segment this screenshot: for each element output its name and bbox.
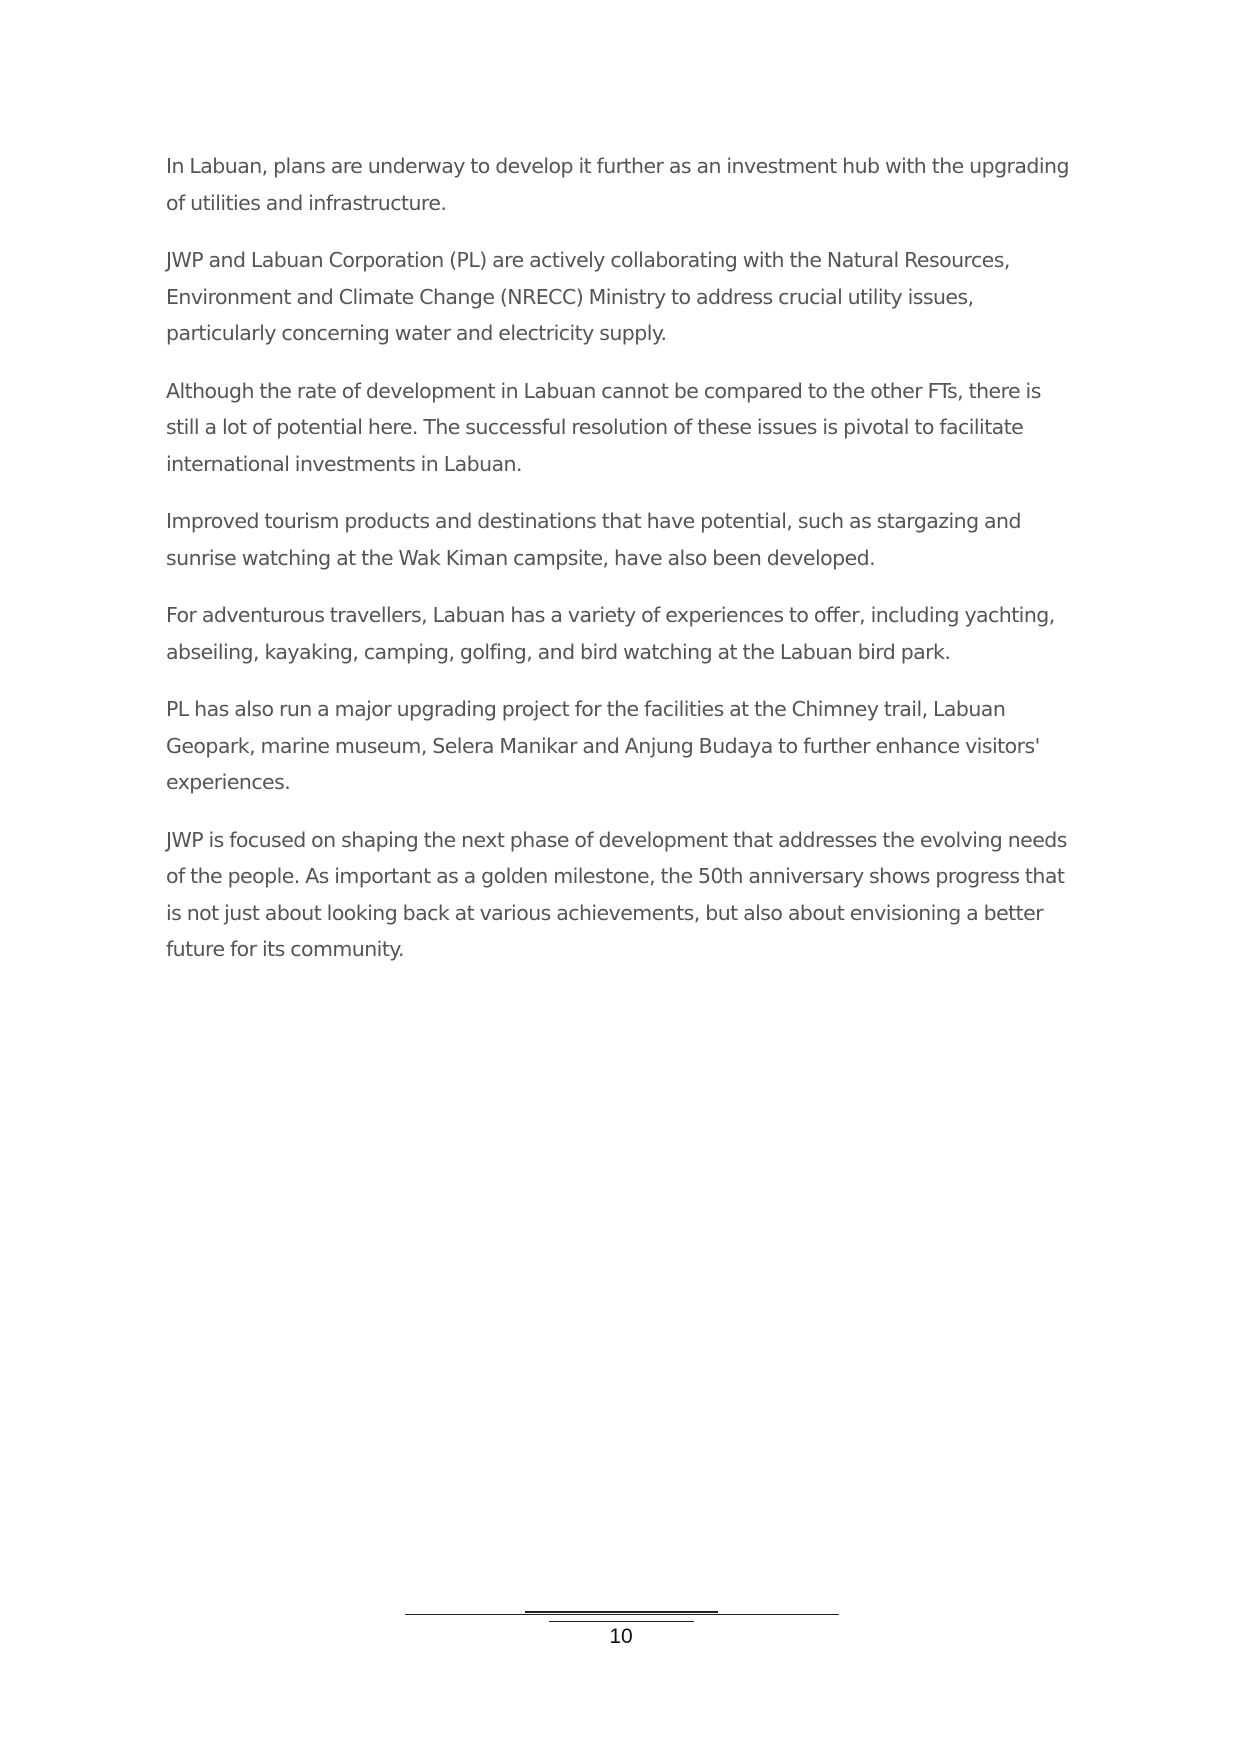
paragraph: In Labuan, plans are underway to develop it further as an investment hub with the upgrading of utilities and infrastructure. [166,154,1069,215]
article-body [166,148,1076,989]
paragraph: Improved tourism products and destinations that have potential, such as stargazing and sunrise watching at the Wak Kiman campsite, have also been developed. [166,509,1021,570]
paragraph: For adventurous travellers, Labuan has a variety of experiences to offer, including yachting, abseiling, kayaking, camping, golfing, and bird watching at the Labuan bird park. [166,603,1055,664]
paragraph: Although the rate of development in Labuan cannot be compared to the other FTs, there is still a lot of potential here. The successful resolution of these issues is pivotal to facilitate international investments in Labuan. [166,378,1041,476]
paragraph: JWP is focused on shaping the next phase of development that addresses the evolving needs of the people. As important as a golden milestone, the 50th anniversary shows progress that is not just about looking back at various achievements, but also about envisioning a better future for its community. [166,827,1067,961]
paragraph: JWP and Labuan Corporation (PL) are actively collaborating with the Natural Resources, Environment and Climate Change (NRECC) Ministry to address crucial utility issues, particularly concerning water and electricity supply. [166,248,1010,345]
paragraph: PL has also run a major upgrading project for the facilities at the Chimney trail, Labuan Geopark, marine museum, Selera Manikar and Anjung Budaya to further enhance visitors' experiences. [166,697,1040,794]
page-number: 10 [609,1625,633,1648]
footer-rule-accent [549,1621,694,1622]
footer-rule-accent [525,1611,718,1613]
footer-rule [405,1614,839,1615]
